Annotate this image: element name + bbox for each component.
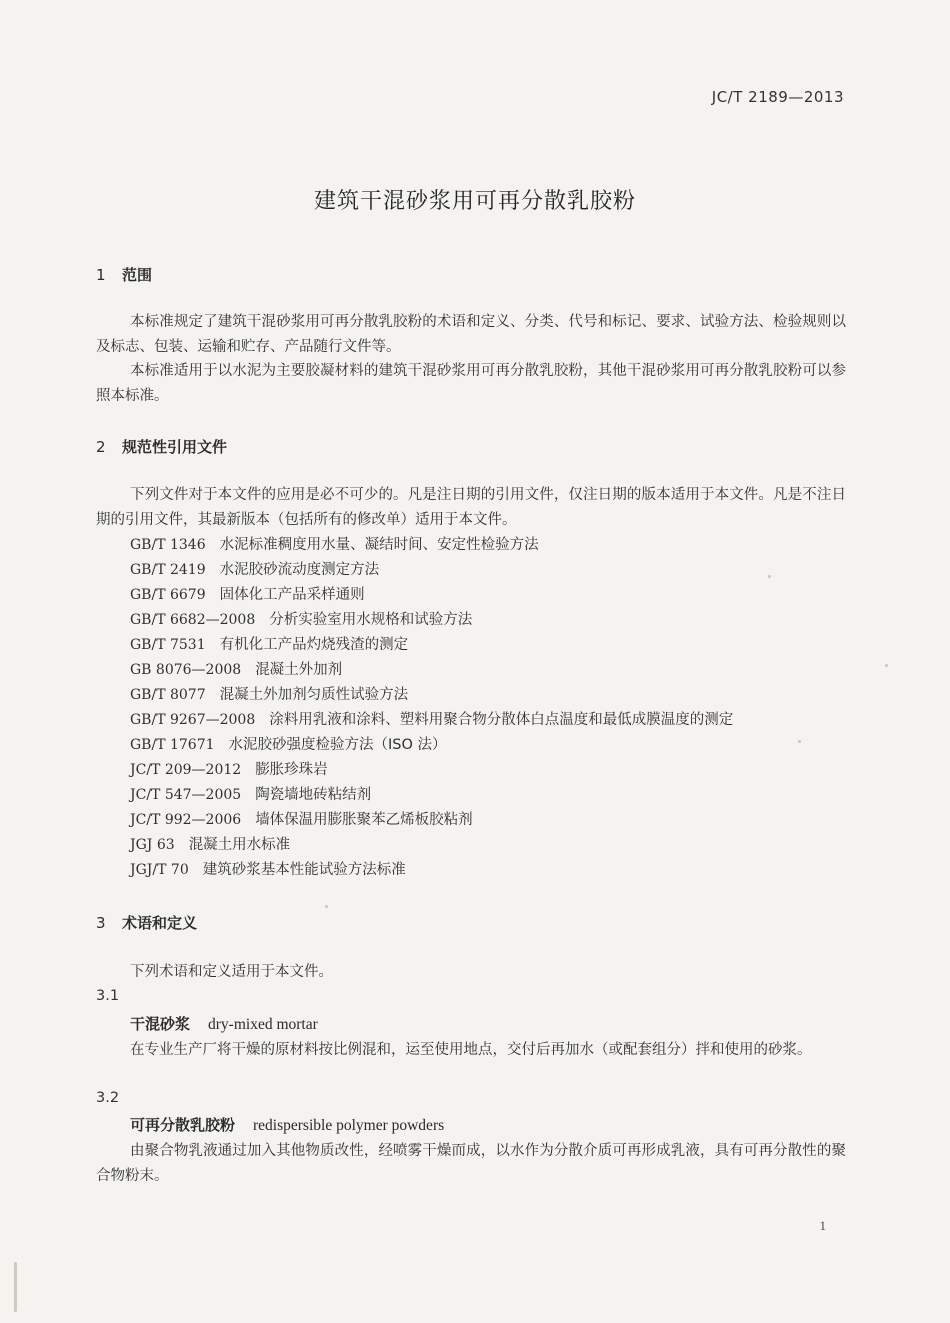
reference-title: 有机化工产品灼烧残渣的测定 (219, 637, 409, 653)
reference-code: GB/T 17671 (130, 737, 215, 753)
section-number: 2 (96, 438, 106, 456)
reference-item (130, 633, 733, 658)
reference-title: 膨胀珍珠岩 (255, 762, 328, 778)
scan-speck (768, 575, 771, 578)
page-number: 1 (819, 1218, 826, 1233)
reference-title: 水泥胶砂强度检验方法（ISO 法） (228, 737, 447, 753)
reference-title: 涂料用乳液和涂料、塑料用聚合物分散体白点温度和最低成膜温度的测定 (269, 712, 734, 728)
standard-code: JC/T 2189—2013 (711, 88, 844, 106)
references-intro: 下列文件对于本文件的应用是必不可少的。凡是注日期的引用文件，仅注日期的版本适用于本文件。凡是不注日期的引用文件，其最新版本（包括所有的修改单）适用于本文件。 (96, 487, 846, 528)
reference-item (130, 808, 733, 833)
section-1-heading (96, 264, 152, 285)
term-english: dry-mixed mortar (208, 1016, 318, 1033)
reference-item (130, 558, 733, 583)
reference-code: GB/T 2419 (130, 562, 206, 578)
section-number: 1 (96, 266, 106, 284)
reference-item (130, 583, 733, 608)
reference-item (130, 533, 733, 558)
term-english: redispersible polymer powders (253, 1117, 445, 1134)
reference-title: 混凝土外加剂 (255, 662, 343, 678)
reference-item (130, 658, 733, 683)
term-definition: 在专业生产厂将干燥的原材料按比例混和，运至使用地点，交付后再加水（或配套组分）拌和使用的砂浆。 (130, 1042, 812, 1058)
section-title: 规范性引用文件 (122, 438, 228, 456)
normative-references-list (130, 533, 733, 883)
scan-speck (325, 905, 328, 908)
section-2-heading (96, 436, 227, 457)
reference-item (130, 758, 733, 783)
section-title: 术语和定义 (122, 914, 198, 932)
reference-code: GB/T 7531 (130, 637, 206, 653)
reference-item (130, 608, 733, 633)
scan-speck (885, 664, 888, 667)
reference-title: 墙体保温用膨胀聚苯乙烯板胶粘剂 (255, 812, 473, 828)
terms-intro: 下列术语和定义适用于本文件。 (130, 964, 333, 980)
document-title: 建筑干混砂浆用可再分散乳胶粉 (313, 189, 636, 214)
reference-title: 分析实验室用水规格和试验方法 (269, 612, 473, 628)
reference-code: JC/T 992—2006 (130, 812, 242, 828)
reference-code: GB/T 6682—2008 (130, 612, 256, 628)
term-chinese: 干混砂浆 (130, 1015, 191, 1033)
reference-item (130, 683, 733, 708)
reference-code: JGJ/T 70 (130, 862, 189, 878)
reference-title: 混凝土外加剂匀质性试验方法 (219, 687, 409, 703)
section-number: 3 (96, 914, 106, 932)
scope-paragraph-1: 本标准规定了建筑干混砂浆用可再分散乳胶粉的术语和定义、分类、代号和标记、要求、试验方法、检验规则以及标志、包装、运输和贮存、产品随行文件等。 (96, 314, 846, 355)
clause-number: 3.1 (96, 988, 120, 1004)
reference-title: 水泥标准稠度用水量、凝结时间、安定性检验方法 (219, 537, 539, 553)
scan-speck (798, 740, 801, 743)
reference-title: 陶瓷墙地砖粘结剂 (255, 787, 372, 803)
reference-title: 混凝土用水标准 (188, 837, 291, 853)
reference-code: GB/T 6679 (130, 587, 206, 603)
reference-item (130, 708, 733, 733)
reference-title: 水泥胶砂流动度测定方法 (219, 562, 380, 578)
reference-code: JC/T 209—2012 (130, 762, 242, 778)
section-title: 范围 (122, 266, 153, 284)
section-3-heading (96, 912, 197, 933)
term-entry (130, 1114, 444, 1135)
reference-item (130, 733, 733, 758)
reference-item (130, 833, 733, 858)
clause-number: 3.2 (96, 1090, 120, 1106)
reference-item (130, 783, 733, 808)
reference-code: JGJ 63 (130, 837, 175, 853)
reference-code: JC/T 547—2005 (130, 787, 242, 803)
reference-title: 固体化工产品采样通则 (219, 587, 365, 603)
scope-paragraph-2: 本标准适用于以水泥为主要胶凝材料的建筑干混砂浆用可再分散乳胶粉，其他干混砂浆用可再分散乳胶粉可以参照本标准。 (96, 363, 846, 404)
reference-item (130, 858, 733, 883)
term-chinese: 可再分散乳胶粉 (130, 1116, 236, 1134)
reference-code: GB 8076—2008 (130, 662, 242, 678)
reference-code: GB/T 8077 (130, 687, 206, 703)
term-definition: 由聚合物乳液通过加入其他物质改性，经喷雾干燥而成，以水作为分散介质可再形成乳液，具有可再分散性的聚合物粉末。 (96, 1143, 846, 1184)
reference-title: 建筑砂浆基本性能试验方法标准 (202, 862, 406, 878)
reference-code: GB/T 1346 (130, 537, 206, 553)
term-entry (130, 1013, 318, 1034)
reference-code: GB/T 9267—2008 (130, 712, 256, 728)
scan-edge-mark (14, 1262, 17, 1312)
